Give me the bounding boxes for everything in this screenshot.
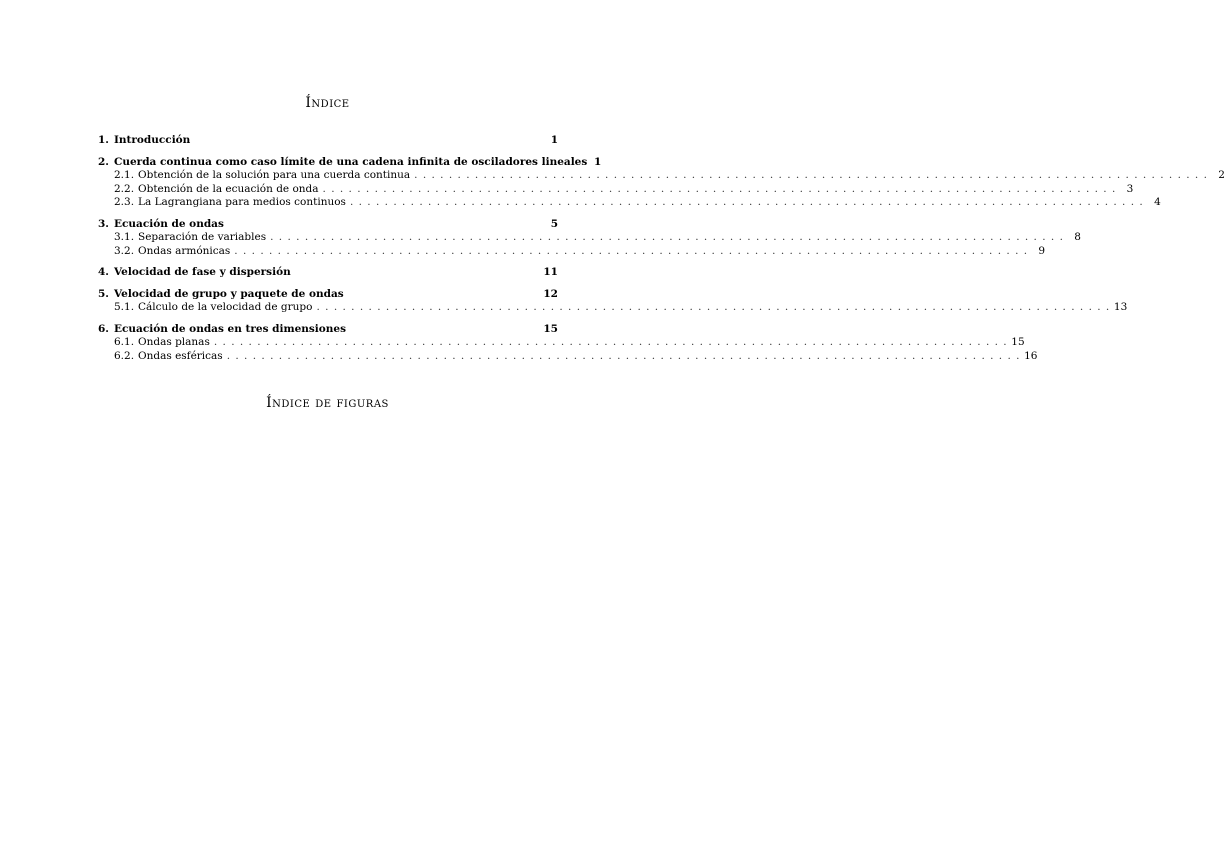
toc-subsection-title: La Lagrangiana para medios continuos xyxy=(138,196,346,208)
toc-section-number: 1. xyxy=(98,134,109,146)
toc-subsection-page: 2 xyxy=(1218,169,1225,181)
toc-section xyxy=(98,155,1225,210)
toc-subsection-entry[interactable] xyxy=(98,244,1046,259)
toc-section-title: Velocidad de grupo y paquete de ondas xyxy=(114,287,344,300)
toc-section-number: 3. xyxy=(98,217,109,230)
toc-subsection-title: Ondas esféricas xyxy=(138,349,223,362)
toc-dot-leader xyxy=(214,336,1007,350)
toc-subsection-number: 2.3. xyxy=(114,196,135,208)
toc-section-title: Velocidad de fase y dispersión xyxy=(114,266,291,278)
toc-subsection-number: 3.1. xyxy=(114,231,135,243)
toc-section-page: 15 xyxy=(543,322,558,335)
toc-subsection-page: 3 xyxy=(1126,182,1134,195)
toc-subsection-number: 3.2. xyxy=(114,244,135,257)
toc-dot-leader xyxy=(270,231,1063,245)
toc-subsection-number: 2.2. xyxy=(114,182,135,195)
toc-dot-leader xyxy=(227,350,1020,364)
toc-subsection-page: 15 xyxy=(1011,336,1025,348)
toc-section-number: 5. xyxy=(98,287,109,300)
toc-subsection-entry[interactable] xyxy=(98,349,1038,364)
toc-section-entry[interactable] xyxy=(98,218,558,232)
toc-subsection-entry[interactable] xyxy=(98,231,1081,245)
toc-subsection-page: 9 xyxy=(1038,244,1046,257)
toc-subsection-entry[interactable] xyxy=(98,336,1025,350)
toc-section-page: 1 xyxy=(593,155,602,168)
toc-subsection-number: 5.1. xyxy=(114,301,135,313)
toc-section xyxy=(98,287,1128,315)
toc-subsection-number: 6.2. xyxy=(114,349,135,362)
toc-subsection-page: 16 xyxy=(1024,349,1038,362)
toc-subsection-title: Obtención de la solución para una cuerda continua xyxy=(138,169,411,181)
table-of-contents xyxy=(98,134,1225,371)
toc-dot-leader xyxy=(414,169,1207,183)
toc-dot-leader xyxy=(234,245,1027,259)
toc-dot-leader xyxy=(316,301,1109,315)
toc-dot-leader xyxy=(350,196,1143,210)
toc-subsection-title: Cálculo de la velocidad de grupo xyxy=(138,301,313,313)
toc-section-number: 6. xyxy=(98,322,109,335)
toc-subsection-number: 6.1. xyxy=(114,336,135,348)
toc-section-entry[interactable] xyxy=(98,288,558,302)
toc-subsection-title: Obtención de la ecuación de onda xyxy=(138,182,319,195)
toc-subsection-title: Ondas armónicas xyxy=(138,244,231,257)
list-of-figures-heading: Índice de figuras xyxy=(266,395,389,411)
toc-section xyxy=(98,266,558,280)
toc-subsection-entry[interactable] xyxy=(98,301,1128,315)
toc-section-title: Introducción xyxy=(114,134,191,146)
toc-section-number: 4. xyxy=(98,266,109,278)
toc-section-title: Cuerda continua como caso límite de una cadena infinita de osciladores lineales xyxy=(114,155,588,168)
toc-section-page: 1 xyxy=(550,134,558,146)
toc-subsection-entry[interactable] xyxy=(98,169,1225,183)
toc-subsection-page: 8 xyxy=(1074,231,1081,243)
toc-section xyxy=(98,217,1081,259)
toc-subsection-page: 13 xyxy=(1113,301,1128,313)
toc-section xyxy=(98,134,558,148)
toc-section-entry[interactable] xyxy=(98,134,558,148)
toc-subsection-entry[interactable] xyxy=(98,182,1134,197)
toc-section-title: Ecuación de ondas xyxy=(114,217,224,230)
toc-section-number: 2. xyxy=(98,155,109,168)
toc-subsection-title: Ondas planas xyxy=(138,336,210,348)
toc-dot-leader xyxy=(323,183,1116,197)
toc-subsection-entry[interactable] xyxy=(98,196,1161,210)
toc-section-entry[interactable] xyxy=(98,323,558,337)
toc-subsection-number: 2.1. xyxy=(114,169,135,181)
toc-subsection-title: Separación de variables xyxy=(138,231,267,243)
toc-heading: Índice xyxy=(305,95,350,111)
toc-section-page: 11 xyxy=(543,266,558,278)
toc-section xyxy=(98,322,1038,364)
toc-section-entry[interactable] xyxy=(98,155,602,170)
toc-section-page: 12 xyxy=(543,287,558,300)
toc-section-title: Ecuación de ondas en tres dimensiones xyxy=(114,322,347,335)
toc-section-entry[interactable] xyxy=(98,266,558,280)
toc-section-page: 5 xyxy=(550,217,558,230)
toc-subsection-page: 4 xyxy=(1154,196,1161,208)
